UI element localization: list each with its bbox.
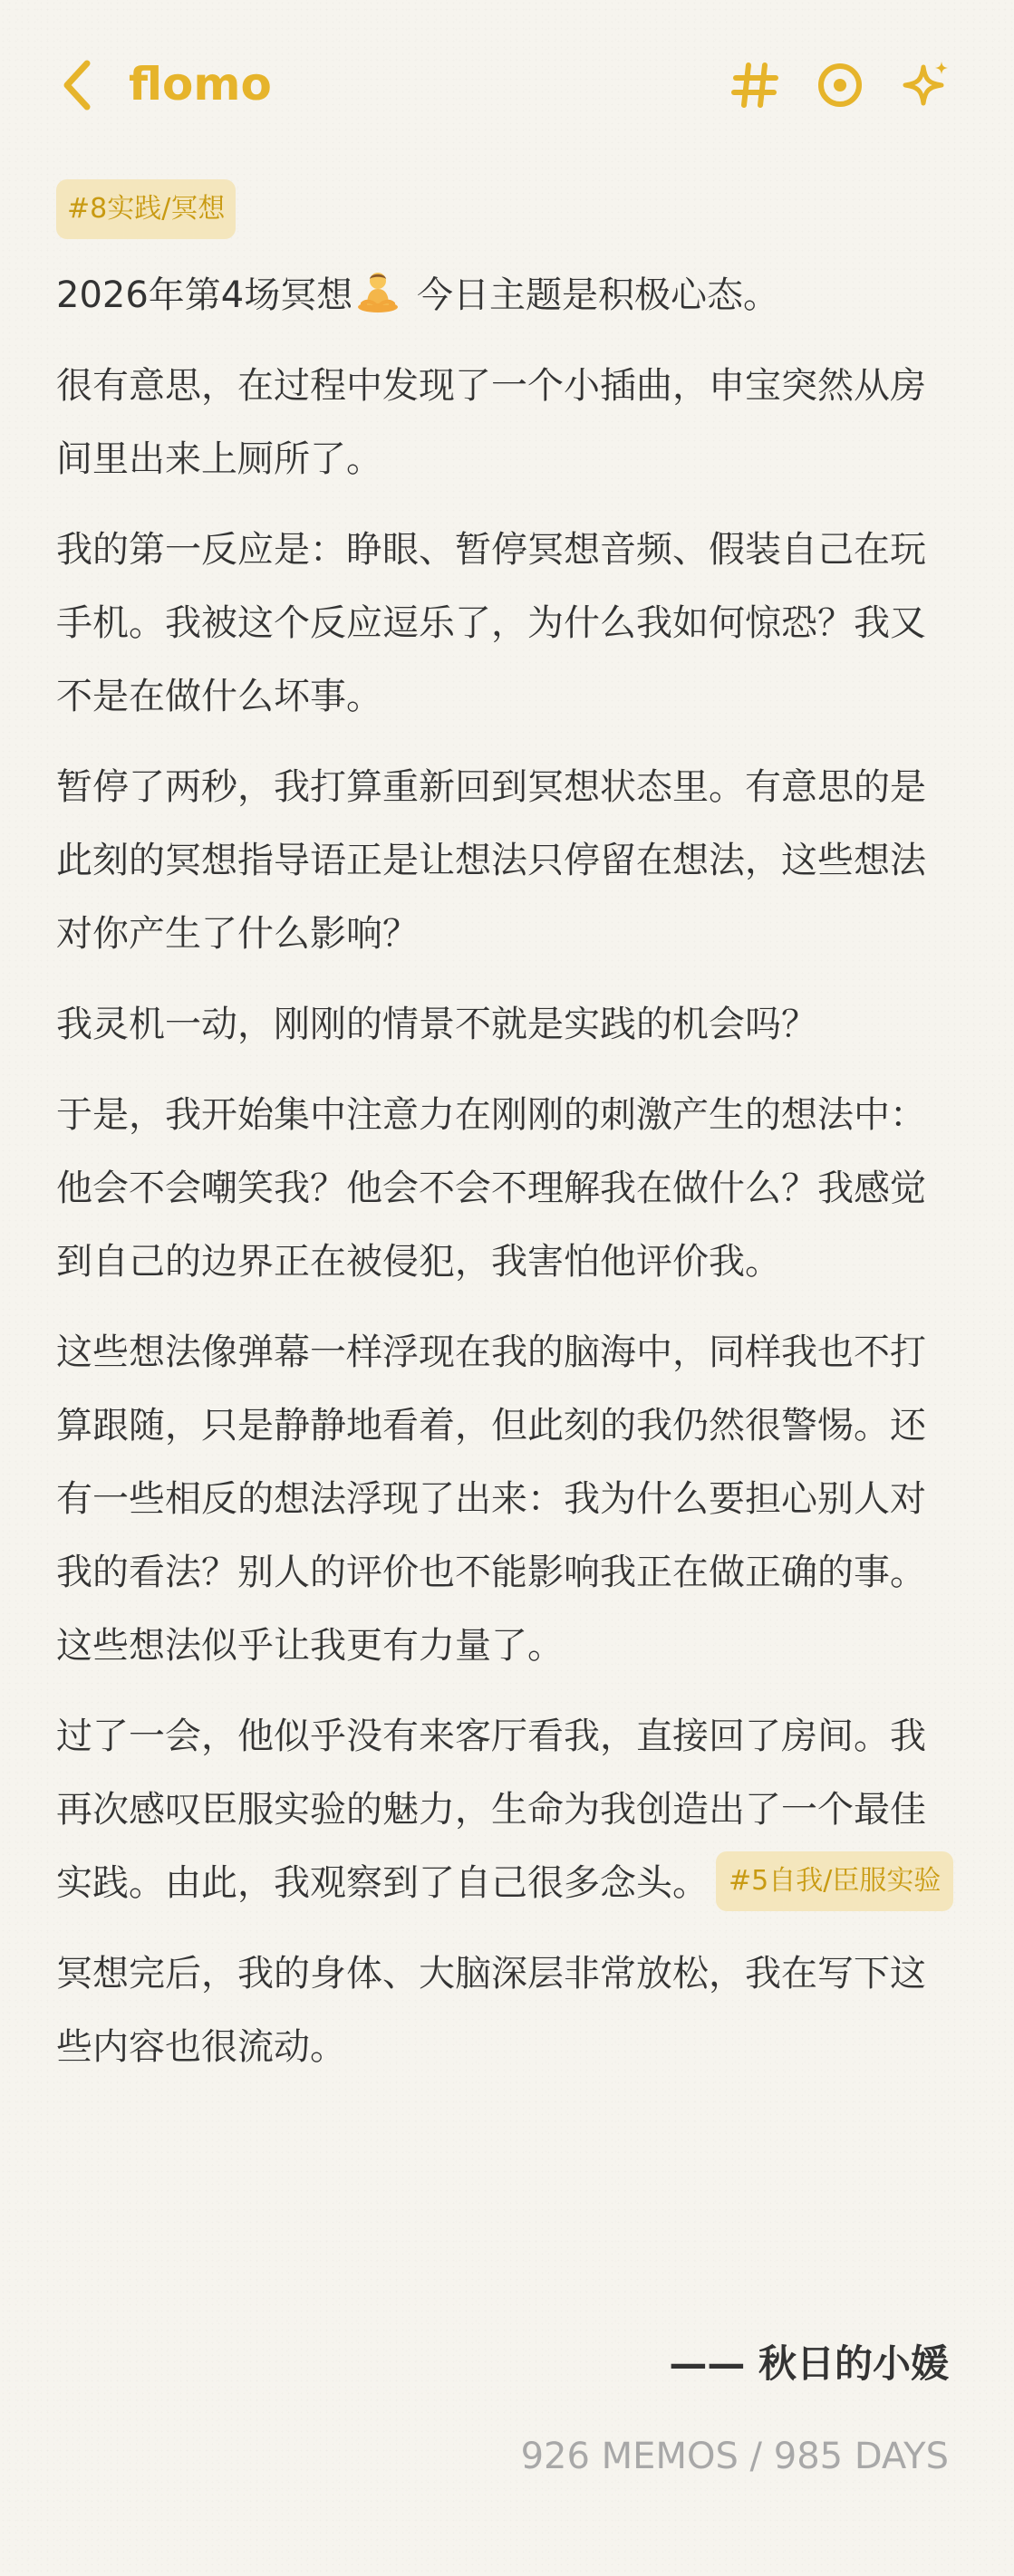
memo-stats: 926 MEMOS / 985 DAYS: [520, 2436, 949, 2477]
author-signature: —— 秋日的小媛: [669, 2341, 949, 2386]
chevron-left-icon: [56, 56, 100, 114]
hashtag-button[interactable]: [728, 58, 782, 112]
ai-insight-button[interactable]: [900, 58, 954, 112]
memo-paragraph: 我灵机一动，刚刚的情景不就是实践的机会吗？: [56, 1004, 817, 1045]
memo-content: [56, 179, 958, 2084]
memo-paragraph: 我的第一反应是：睁眼、暂停冥想音频、假装自己在玩手机。我被这个反应逗乐了，为什么我如何惊恐？我又不是在做什么坏事。: [56, 529, 926, 717]
memo-inline-tag[interactable]: #5自我/臣服实验: [716, 1851, 953, 1911]
random-review-button[interactable]: [813, 58, 867, 112]
brand-logo[interactable]: flomo: [129, 58, 272, 111]
memo-paragraph: 过了一会，他似乎没有来客厅看我，直接回了房间。我再次感叹臣服实验的魅力，生命为我创造出了一个最佳实践。由此，我观察到了自己很多念头。 #5自我/臣服实验: [56, 1700, 958, 1920]
memo-tag[interactable]: #8实践/冥想: [56, 179, 236, 239]
hashtag-icon: [728, 58, 782, 112]
person-meditating-emoji: [354, 266, 401, 313]
memo-paragraph: 2026年第4场冥想 今日主题是积极心态。: [56, 259, 958, 332]
target-icon: [813, 58, 867, 112]
memo-paragraph: 暂停了两秒，我打算重新回到冥想状态里。有意思的是此刻的冥想指导语正是让想法只停留在想法，这些想法对你产生了什么影响？: [56, 766, 926, 955]
memo-paragraph: 于是，我开始集中注意力在刚刚的刺激产生的想法中：他会不会嘲笑我？他会不会不理解我在做什么？我感觉到自己的边界正在被侵犯，我害怕他评价我。: [56, 1094, 926, 1283]
memo-paragraph: 冥想完后，我的身体、大脑深层非常放松，我在写下这些内容也很流动。: [56, 1953, 926, 2068]
memo-paragraph: 这些想法像弹幕一样浮现在我的脑海中，同样我也不打算跟随，只是静静地看着，但此刻的我仍然很警惕。还有一些相反的想法浮现了出来：我为什么要担心别人对我的看法？别人的评价也不能影响我正在做正确的事。这些想法似乎让我更有力量了。: [56, 1331, 926, 1667]
back-button[interactable]: [56, 56, 100, 114]
memo-paragraph: 很有意思，在过程中发现了一个小插曲，申宝突然从房间里出来上厕所了。: [56, 365, 926, 480]
top-bar: [0, 0, 1014, 172]
sparkle-icon: [900, 58, 954, 112]
